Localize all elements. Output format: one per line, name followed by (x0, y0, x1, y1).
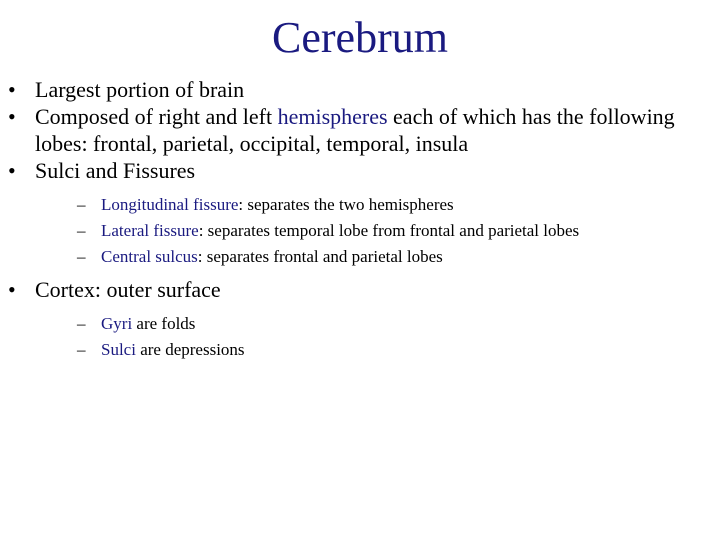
sub-item (35, 192, 700, 218)
dash-icon: – (77, 247, 86, 266)
bullet-icon: • (8, 277, 16, 302)
bullet-item (0, 276, 700, 363)
sub-item (35, 311, 700, 337)
bullet-list (0, 76, 700, 363)
bullet-icon: • (8, 158, 16, 183)
sub-term: Lateral fissure (101, 221, 199, 240)
bullet-icon: • (8, 104, 16, 129)
sub-desc: are depressions (135, 340, 245, 359)
sub-term: Sulci (101, 340, 136, 359)
sub-term: Central sulcus (101, 247, 198, 266)
sub-desc: are folds (132, 314, 196, 333)
dash-icon: – (77, 340, 86, 359)
highlight-term: hemispheres (277, 104, 388, 129)
bullet-text: Sulci and Fissures (35, 158, 196, 183)
bullet-item (0, 76, 700, 103)
bullet-item (0, 103, 700, 157)
bullet-item (0, 157, 700, 270)
sub-desc: : separates frontal and parietal lobes (197, 247, 443, 266)
fissure-sublist (35, 192, 700, 270)
sub-desc: : separates the two hemispheres (238, 195, 454, 214)
slide-title: Cerebrum (272, 13, 448, 62)
dash-icon: – (77, 195, 86, 214)
bullet-text-pre: Composed of right and left (35, 104, 278, 129)
sub-desc: : separates temporal lobe from frontal and parietal lobes (198, 221, 580, 240)
bullet-text: Cortex: outer surface (35, 277, 221, 302)
dash-icon: – (77, 221, 86, 240)
cortex-sublist (35, 311, 700, 363)
dash-icon: – (77, 314, 86, 333)
sub-term: Gyri (101, 314, 133, 333)
sub-item (35, 218, 700, 244)
sub-term: Longitudinal fissure (101, 195, 239, 214)
sub-item (35, 244, 700, 270)
sub-item (35, 337, 700, 363)
bullet-text-post: each of which has the following lobes: frontal, parietal, occipital, temporal, insula (35, 104, 675, 156)
bullet-icon: • (8, 77, 16, 102)
bullet-text: Largest portion of brain (35, 77, 245, 102)
